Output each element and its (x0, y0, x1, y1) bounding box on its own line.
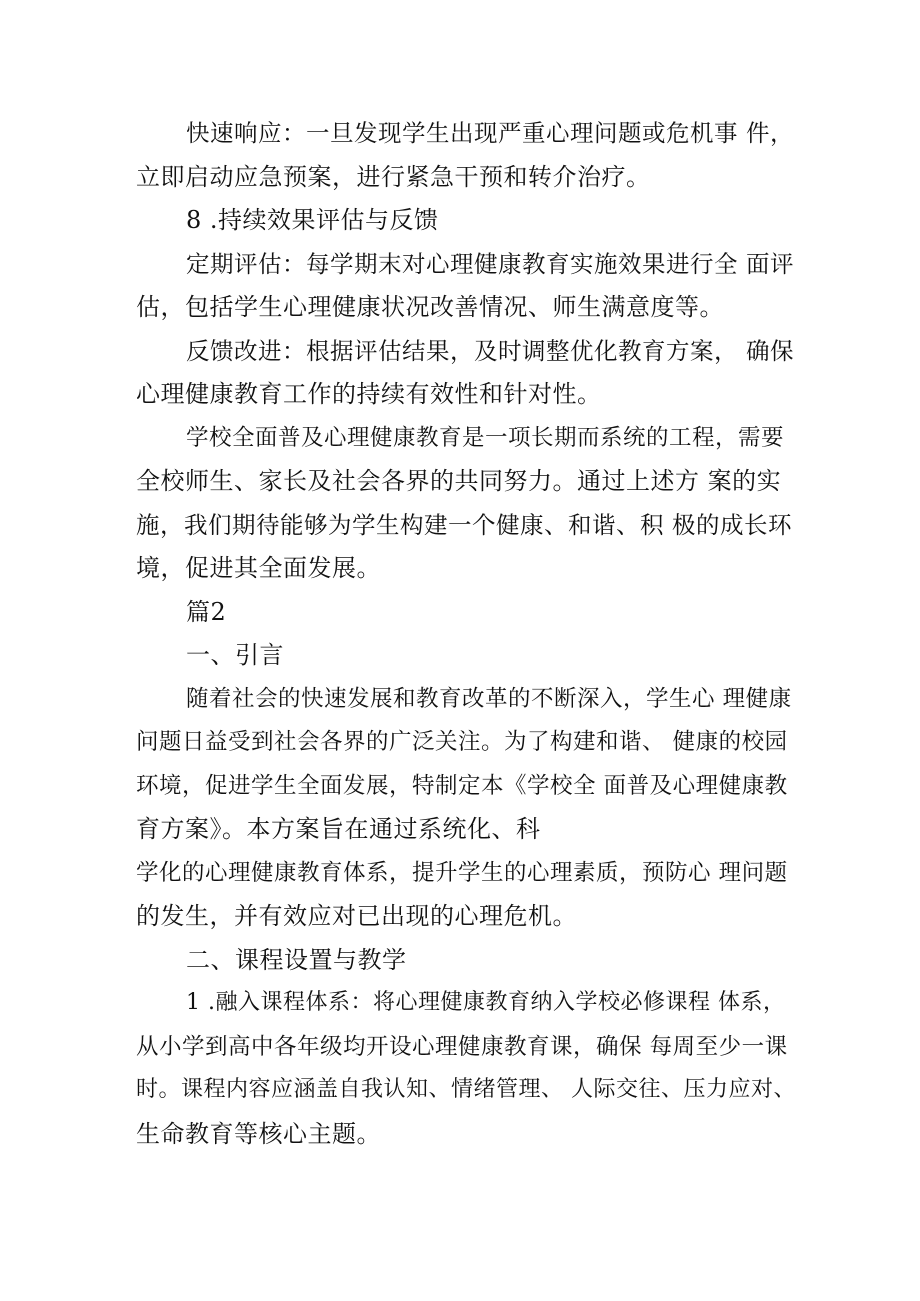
paragraph-line: 立即启动应急预案，进行紧急干预和转介治疗。 (136, 163, 651, 191)
paragraph-line: 学化的心理健康教育体系，提升学生的心理素质，预防心 理问题 (136, 860, 788, 886)
paragraph-line: 随着社会的快速发展和教育改革的不断深入，学生心 理健康 (186, 686, 792, 712)
paragraph-line: 问题日益受到社会各界的广泛关注。为了构建和谐、 健康的校园 (136, 729, 788, 755)
paragraph-line: 估，包括学生心理健康状况改善情况、师生满意度等。 (136, 293, 724, 321)
paragraph-line: 生命教育等核心主题。 (136, 1120, 381, 1148)
paragraph-line: 1 .融入课程体系：将心理健康教育纳入学校必修课程 体系， (186, 990, 786, 1015)
paragraph-line: 的发生，并有效应对已出现的心理危机。 (136, 902, 577, 930)
chapter-label: 篇2 (186, 598, 227, 626)
paragraph-line: 反馈改进：根据评估结果，及时调整优化教育方案， 确保 (186, 337, 794, 365)
paragraph-line: 全校师生、家长及社会各界的共同努力。通过上述方 案的实 (136, 467, 782, 495)
paragraph-line: 环境，促进学生全面发展，特制定本《学校全 面普及心理健康教 (136, 773, 788, 799)
paragraph-line: 境，促进其全面发展。 (136, 554, 381, 582)
paragraph-line: 快速响应：一旦发现学生出现严重心理问题或危机事 件， (186, 119, 794, 147)
section-heading: 8 .持续效果评估与反馈 (186, 206, 439, 234)
paragraph-line: 从小学到高中各年级均开设心理健康教育课，确保 每周至少一课 (136, 1034, 788, 1060)
paragraph-line: 施，我们期待能够为学生构建一个健康、和谐、积 极的成长环 (136, 511, 792, 539)
paragraph-line: 定期评估：每学期末对心理健康教育实施效果进行全 面评 (186, 250, 794, 278)
section-heading: 二、课程设置与教学 (186, 946, 407, 974)
paragraph-line: 学校全面普及心理健康教育是一项长期而系统的工程，需要 (186, 425, 785, 451)
section-heading: 一、引言 (186, 641, 284, 669)
paragraph-line: 心理健康教育工作的持续有效性和针对性。 (136, 380, 602, 408)
paragraph-line: 育方案》。本方案旨在通过系统化、科 (136, 815, 541, 843)
paragraph-line: 时。课程内容应涵盖自我认知、情绪管理、 人际交往、压力应对、 (136, 1077, 796, 1102)
